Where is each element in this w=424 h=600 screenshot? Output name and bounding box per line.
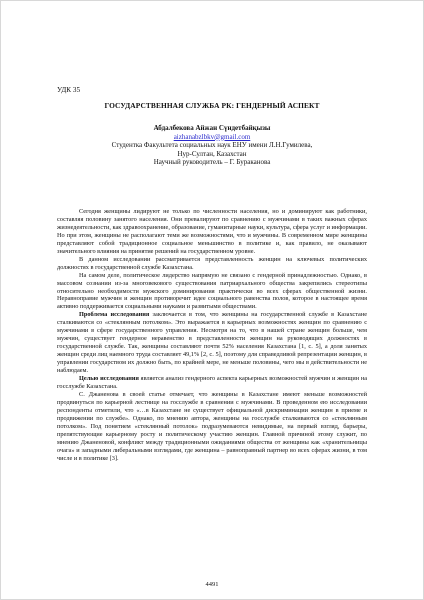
author-affiliation: Студентка Факультета социальных наук ЕНУ имени Л.Н.Гумилева, — [111, 141, 313, 150]
paragraph-5 — [57, 375, 367, 391]
article-body — [57, 208, 367, 463]
paragraph-3: На самом деле, политическое лидерство напрямую не связано с гендерной принадлежностью. Однако, в массовом сознании из-за многовекового существования патриархального общества закрепились стереотипы относительно необходимости мужского доминирования практически во всех сферах общественной жизни. Неравноправие мужчин и женщин противоречит идее социального равенства полов, которое в настоящее время активно поддерживается социальными науками и развитыми обществами. — [57, 271, 367, 311]
research-goal-text: является анализ гендерного аспекта карьерных возможностей мужчин и женщин на госслужбе Казахстана. — [57, 375, 367, 390]
research-problem-label: Проблема исследования — [79, 311, 150, 319]
page-number: 4491 — [205, 581, 219, 588]
paragraph-4 — [57, 311, 367, 375]
author-name: Абдалбекова Айжан Сүндетбайқызы — [153, 124, 271, 132]
paragraph-6: С. Джаненова в своей статье отмечает, что женщины в Казахстане имеют меньше возможностей продвинуться по карьерной лестнице на госслужбе в сравнении с мужчинами. В проведенном ею исследовании респонденты отметили, что «…в Казахстане не существует официальной дискриминации женщин в приеме и продвижении по службе». Однако, по мнению автора, женщины на госслужбе сталкиваются со «стеклянным потолком». Под понятием «стеклянный потолок» подразумеваются невидимые, на первый взгляд, барьеры, препятствующие карьерному росту и политическому участию женщин. Главной причиной этому служит, по мнению Джаненовой, конфликт между традиционными ожиданиями общества от женщины как «хранительницы очага» и западными либеральными взглядами, где женщина – равноправный партнер во всех сферах жизни, в том числе и в политике [3]. — [57, 390, 367, 462]
author-block — [57, 124, 367, 167]
research-problem-text: заключается в том, что женщины на государственной службе в Казахстане сталкиваются со «стеклянным потолком». Это выражается в карьерных возможностях женщин по сравнению с мужчинами в сфере государственного управления. Несмотря на то, что в нашей стране женщин больше, чем мужчин, существует гендерное неравенство в представленности женщин на руководящих должностях в государственной службе. Так, женщины составляют почти 52% населения Казахстана [1, с. 5], а доля занятых женщин среди лиц наемного труда составляет 49,1% [2, с. 5], поэтому для справедливой репрезентации женщин, в управлении государством их должно быть, по крайней мере, не меньше половины, чего мы в действительности не наблюдаем. — [57, 311, 367, 375]
udk-code: УДК 35 — [57, 86, 81, 94]
author-location: Нур-Султан, Казахстан — [177, 149, 247, 158]
scientific-supervisor: Научный руководитель – Г. Бураканова — [153, 158, 271, 167]
research-goal-label: Целью исследования — [79, 375, 139, 383]
paragraph-1: Сегодня женщины лидируют не только по численности населения, но и доминируют как работники, составляя половину занятого населения. Они превалируют по сравнению с мужчинами в таких важных сферах жизнедеятельности, как здравоохранение, образование, гуманитарные науки, культура, сфера услуг и информации. Но при этом, женщины не располагают теми же возможностями, что и мужчины. В современном мире женщины представляют собой традиционное социальное меньшинство в политике и, как правило, не оказывают значительного влияния на принятие решений на государственном уровне. — [57, 208, 367, 255]
author-email-link[interactable]: aizhanabzlbkv@gmail.com — [173, 132, 251, 141]
paragraph-2: В данном исследовании рассматривается представленность женщин на ключевых политических должностях в государственной службе Казахстана. — [57, 255, 367, 271]
article-title: ГОСУДАРСТВЕННАЯ СЛУЖБА РК: ГЕНДЕРНЫЙ АСПЕКТ — [104, 101, 320, 110]
